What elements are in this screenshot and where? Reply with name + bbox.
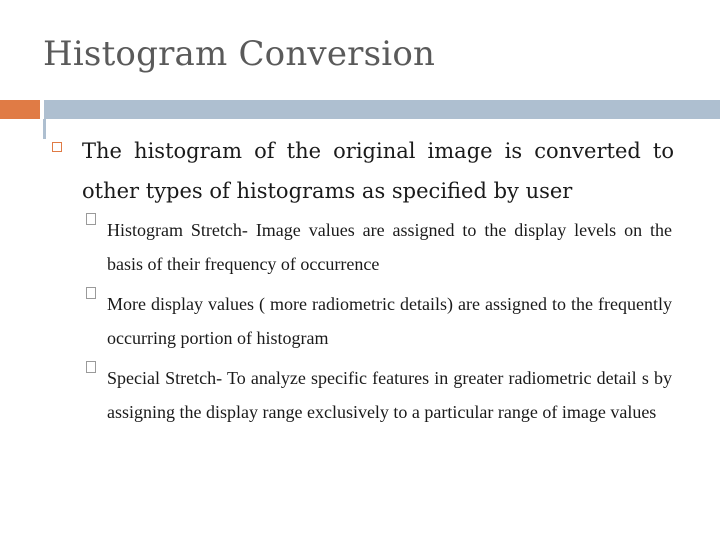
page-title: Histogram Conversion xyxy=(43,34,436,74)
hollow-square-icon xyxy=(52,142,62,152)
hollow-rectangle-icon xyxy=(86,361,96,373)
title-divider-accent xyxy=(0,100,40,119)
sub-bullet-more-display-values: More display values ( more radiometric details) are assigned to the frequently occurring portion of histogram xyxy=(107,294,672,348)
sub-bullet-histogram-stretch: Histogram Stretch- Image values are assigned to the display levels on the basis of their frequency of occurrence xyxy=(107,220,672,274)
hollow-rectangle-icon xyxy=(86,287,96,299)
divider-stem xyxy=(43,119,46,139)
hollow-rectangle-icon xyxy=(86,213,96,225)
title-divider xyxy=(44,100,720,119)
main-bullet-text: The histogram of the original image is converted to other types of histograms as specified by user xyxy=(82,139,674,203)
sub-bullet-special-stretch: Special Stretch- To analyze specific features in greater radiometric detail s by assigning the display range exclusively to a particular range of image values xyxy=(107,368,672,422)
